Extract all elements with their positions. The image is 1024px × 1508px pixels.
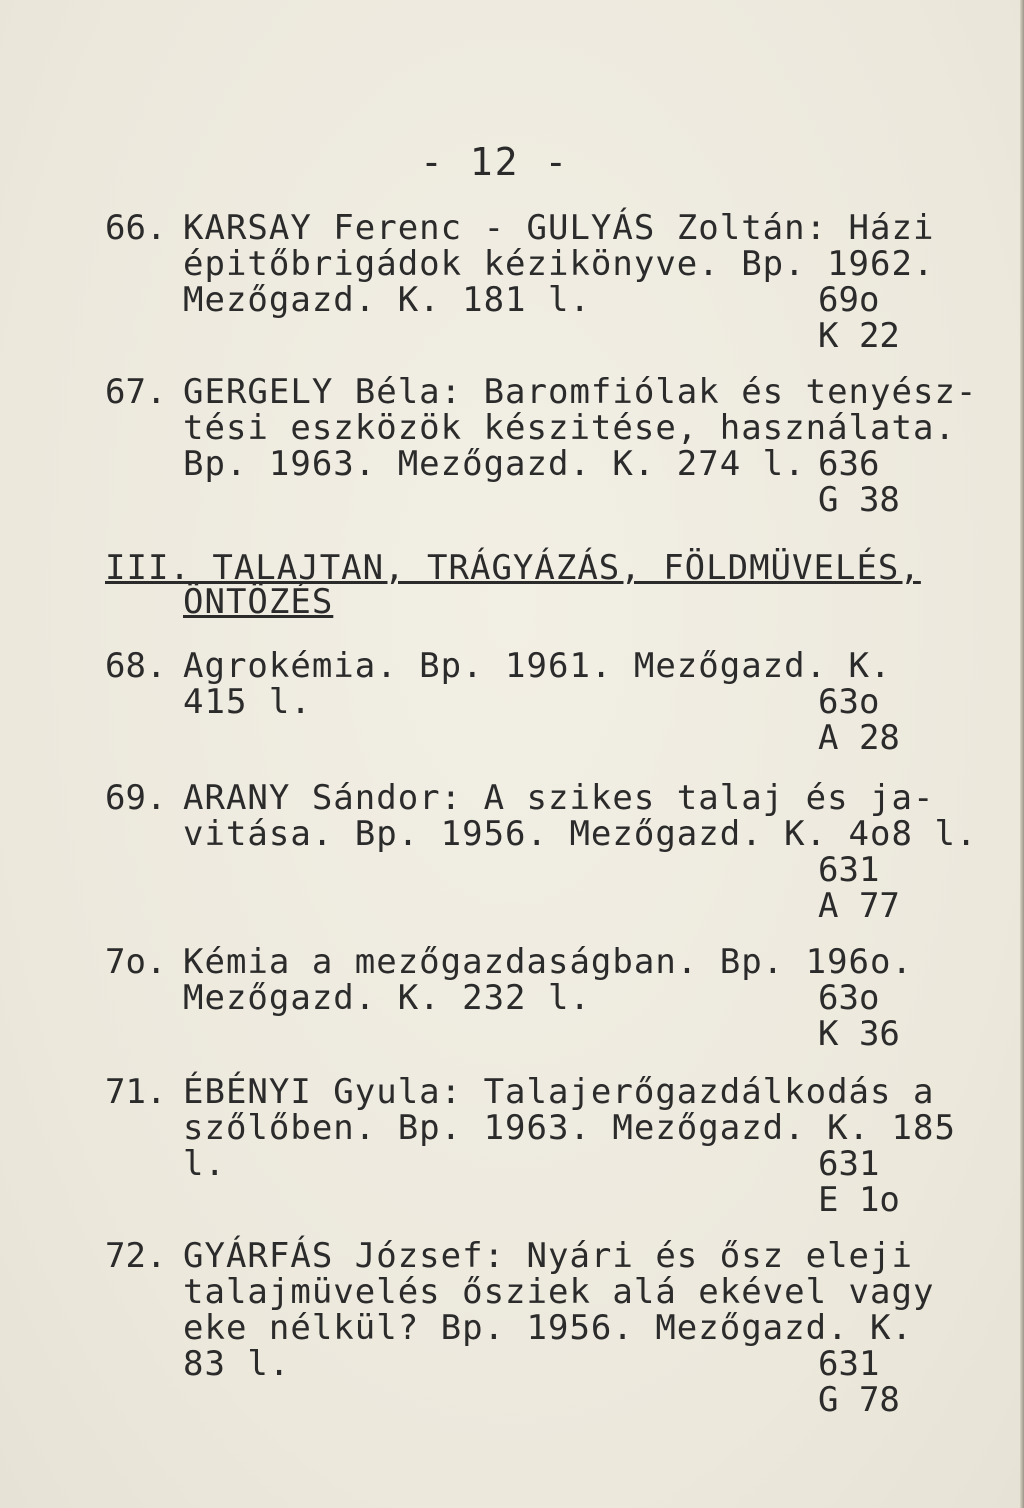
call-code: K 22 <box>818 316 900 356</box>
call-code: A 77 <box>818 886 900 926</box>
entry-number: 7o. <box>105 942 167 982</box>
entry-line: épitőbrigádok kézikönyve. Bp. 1962. <box>183 244 935 284</box>
entry-line: Mezőgazd. K. 232 l. <box>183 978 591 1018</box>
entry-line: GERGELY Béla: Baromfiólak és tenyész- <box>183 372 978 412</box>
entry-line: talajmüvelés ősziek alá ekével vagy <box>183 1272 935 1312</box>
section-title-continued: ÖNTÖZÉS <box>183 582 334 622</box>
call-number: 636 <box>818 444 880 484</box>
entry-line: GYÁRFÁS József: Nyári és ősz eleji <box>183 1236 913 1276</box>
entry-line: vitása. Bp. 1956. Mezőgazd. K. 4o8 l. <box>183 814 978 854</box>
call-code: A 28 <box>818 718 900 758</box>
entry-line: szőlőben. Bp. 1963. Mezőgazd. K. 185 <box>183 1108 956 1148</box>
entry-line: l. <box>183 1144 226 1184</box>
entry-line: 83 l. <box>183 1344 291 1384</box>
entry-line: KARSAY Ferenc - GULYÁS Zoltán: Házi <box>183 208 935 248</box>
call-number: 631 <box>818 1344 880 1384</box>
call-code: E 1o <box>818 1180 900 1220</box>
entry-line: tési eszközök készitése, használata. <box>183 408 956 448</box>
entry-line: Agrokémia. Bp. 1961. Mezőgazd. K. <box>183 646 892 686</box>
call-code: G 38 <box>818 480 900 520</box>
entry-number: 72. <box>105 1236 167 1276</box>
entry-line: Kémia a mezőgazdaságban. Bp. 196o. <box>183 942 913 982</box>
section-title: III. TALAJTAN, TRÁGYÁZÁS, FÖLDMÜVELÉS, <box>105 548 921 588</box>
call-number: 63o <box>818 682 880 722</box>
call-number: 631 <box>818 1144 880 1184</box>
entry-line: Bp. 1963. Mezőgazd. K. 274 l. <box>183 444 806 484</box>
call-number: 63o <box>818 978 880 1018</box>
page-edge <box>1020 0 1024 1508</box>
entry-line: Mezőgazd. K. 181 l. <box>183 280 591 320</box>
entry-number: 71. <box>105 1072 167 1112</box>
call-number: 69o <box>818 280 880 320</box>
page-number: - 12 - <box>420 140 570 184</box>
entry-line: ÉBÉNYI Gyula: Talajerőgazdálkodás a <box>183 1072 935 1112</box>
entry-line: 415 l. <box>183 682 312 722</box>
call-number: 631 <box>818 850 880 890</box>
entry-number: 69. <box>105 778 167 818</box>
entry-number: 68. <box>105 646 167 686</box>
entry-number: 67. <box>105 372 167 412</box>
entry-line: eke nélkül? Bp. 1956. Mezőgazd. K. <box>183 1308 913 1348</box>
call-code: K 36 <box>818 1014 900 1054</box>
call-code: G 78 <box>818 1380 900 1420</box>
entry-line: ARANY Sándor: A szikes talaj és ja- <box>183 778 935 818</box>
entry-number: 66. <box>105 208 167 248</box>
